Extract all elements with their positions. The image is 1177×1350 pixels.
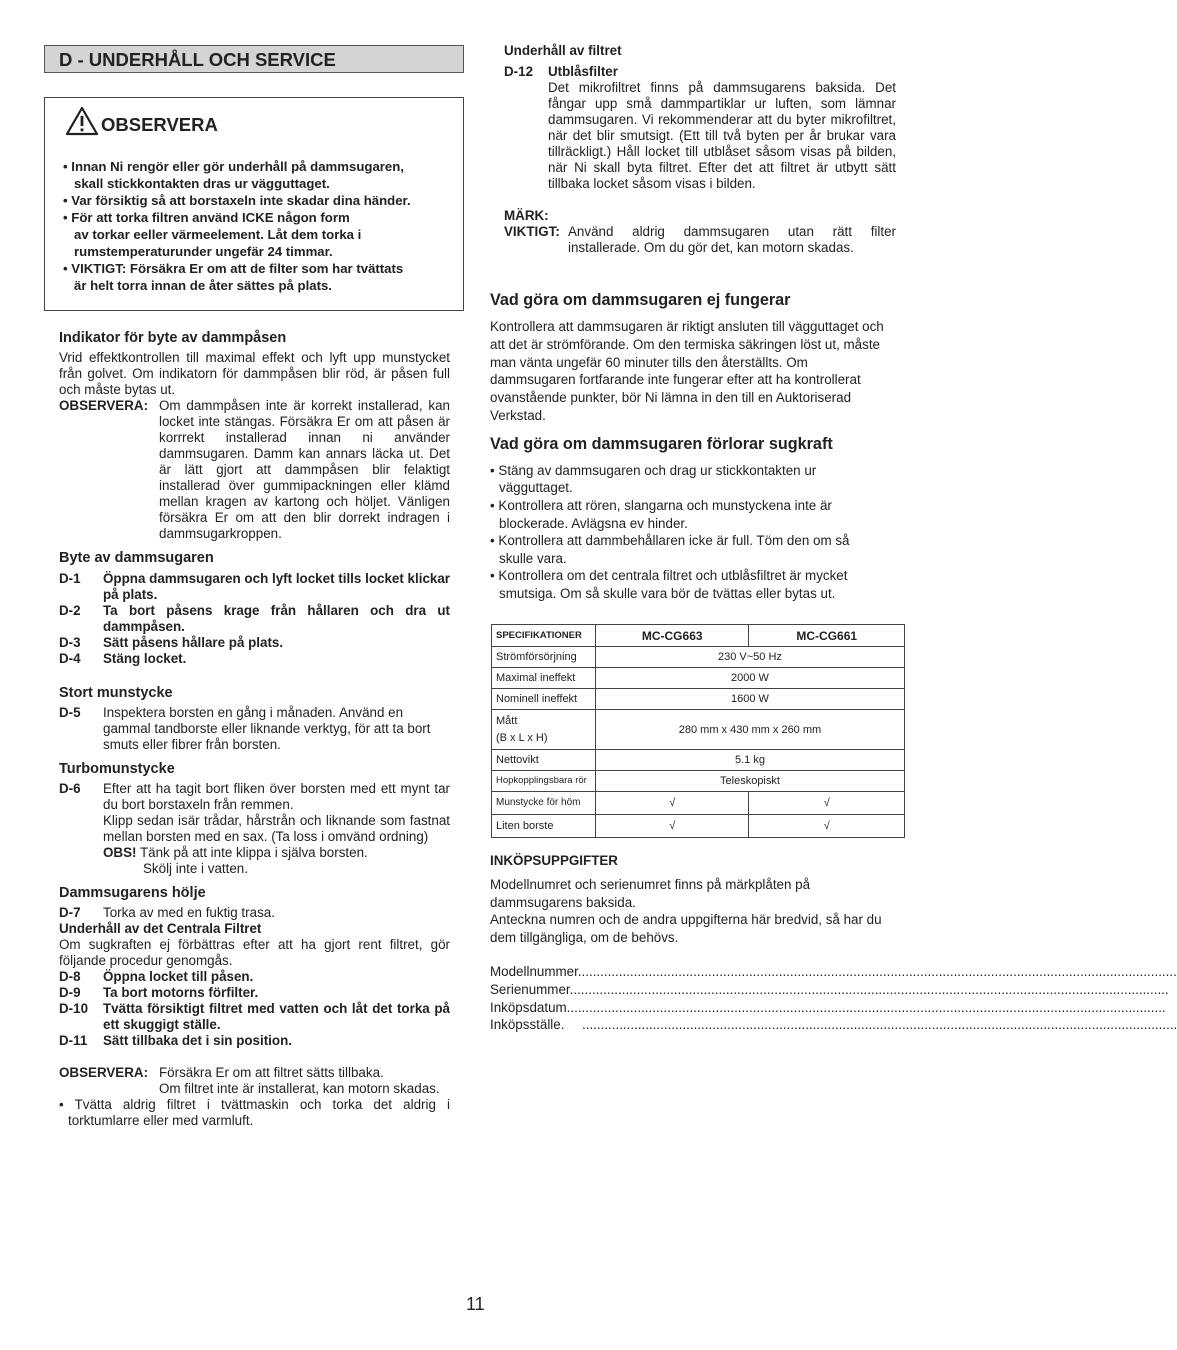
filter-text: Det mikrofiltret finns på dammsugarens baksida. Det fångar upp små dammpartiklar ur luften, som lämnar dammsugaren. Vi rekommenderar att du byter mikrofiltret, när det blir smutsigt. (Ett till två byten per år brukar vara tillräckligt.) Håll locket till utblåset såsom visas på bilden, när Ni skall byta filtret. Efter det att filtret är utbytt sätt tillbaka locket såsom visas i bilden. [548,80,896,191]
not-working-title: Vad göra om dammsugaren ej fungerar [490,291,791,309]
central-filter-steps [59,969,450,1049]
bag-change-title: Byte av dammsugaren [59,550,214,566]
step-item: D-1 Öppna dammsugaren och lyft locket tills locket klickar på plats. [59,571,450,602]
spec-row: Maximal ineffekt 2000 W [492,668,905,689]
suction-item: • Stäng av dammsugaren och drag ur stickkontakten ur vägguttaget. [490,462,817,496]
warning-title-row [65,106,218,136]
purchase-field: Inköpsställe. ................................................................................................................................................................ [490,1017,1177,1033]
turbo-title: Turbomunstycke [59,761,175,777]
step-item: D-3 Sätt påsens hållare på plats. [59,635,284,650]
spec-table [491,624,905,838]
purchase-section [490,853,1177,1034]
purchase-field: Inköpsdatum. ................................................................................................................................................................ [490,999,1166,1015]
casing-note: OBSERVERA: Försäkra Er om att filtret sätts tillbaka. Om filtret inte är installerat, kan motorn skadas. [59,1065,440,1096]
left-column [59,330,450,1129]
filter-section [504,43,896,256]
purchase-field: Modellnummer. ................................................................................................................................................................ [490,964,1177,979]
indicator-text: Vrid effektkontrollen till maximal effekt och lyft upp munstycket från golvet. Om indikatorn för dammpåsen blir röd, är påsen full och måste bytas ut. [59,350,450,397]
indicator-title: Indikator för byte av dammpåsen [59,330,287,346]
step-item: D-8 Öppna locket till påsen. [59,969,254,984]
check-mark: √ [749,815,905,838]
warning-item: • VIKTIGT: Försäkra Er om att de filter som har tvättats är helt torra innan de åter sättes på plats. [63,261,404,293]
warning-item: • För att torka filtren använd ICKE någon form av torkar eeller värmeelement. Låt dem torka i rumstemperaturunder ungefär 24 timmar. [63,210,362,259]
large-nozzle-title: Stort munstycke [59,685,173,701]
check-mark: √ [595,815,749,838]
purchase-field: Serienummer. ................................................................................................................................................................ [490,981,1169,997]
suction-item: • Kontrollera att rören, slangarna och munstyckena inte är blockerade. Avlägsna ev hinder. [490,497,832,531]
step-item: D-4 Stäng locket. [59,651,187,666]
spec-header-row: SPECIFIKATIONER MC-CG663 MC-CG661 [492,625,905,647]
purchase-text-1: Modellnumret och serienumret finns på märkplåten på dammsugarens baksida. [490,877,811,910]
suction-title: Vad göra om dammsugaren förlorar sugkraft [490,434,833,453]
indicator-note: OBSERVERA: Om dammpåsen inte är korrekt installerad, kan locket inte stängas. Försäkra Er om att påsen är korrrekt installerad innan ni använder dammsugaren. Damm kan annars läcka ut. Det är lätt gjort att dammpåsen blir felaktigt installerad över gummipackningen eller klämd mellan kragen av kartong och höljet. Vänligen försäkra Er om att den blir dorrekt indragen i dammsugarkroppen. [59,398,450,541]
suction-item: • Kontrollera om det centrala filtret och utblåsfiltret är mycket smutsiga. Om så skulle vara bör de tvättas eller bytas ut. [490,568,848,601]
spec-row: Strömförsörjning 230 V~50 Hz [492,647,905,668]
check-mark: √ [749,792,905,815]
turbo-step: D-6 Efter att ha tagit bort fliken över borsten med ett mynt tar du bort borstaxeln från remmen. Klipp sedan isär trådar, hårstrån och liknande som fastnat mellan borsten med en sax. (Ta loss i omvänd ordning) OBS! Tänk på att inte klippa i själva borsten. Skölj inte i vatten. [59,781,450,876]
purchase-title: INKÖPSUPPGIFTER [490,853,618,868]
spec-row: Munstycke för höm √ √ [492,792,905,815]
spec-row: Liten borste √ √ [492,815,905,838]
suction-list [490,462,896,603]
warning-list [63,158,458,294]
bag-change-steps [59,571,450,667]
not-working-text: Kontrollera att dammsugaren är riktigt ansluten till vägguttaget och att det är strömförande. Om den termiska säkringen löst ut, måste man vänta ungefär 60 minuter tills den återställts. Om dammsugaren fortfarande inte fungerar efter att ha kontrollerat ovanstående punkter, bör Ni lämna in den till en Auktoriserad Verkstad. [490,319,884,423]
spec-row: Nettovikt 5.1 kg [492,750,905,771]
step-item: D-9 Ta bort motorns förfilter. [59,985,259,1000]
spec-row: Nominell ineffekt 1600 W [492,689,905,710]
filter-title: Underhåll av filtret [504,43,622,58]
viktigt-note: VIKTIGT: Använd aldrig dammsugaren utan rätt filter installerade. Om du gör det, kan motorn skadas. [504,224,896,255]
central-filter-title: Underhåll av det Centrala Filtret [59,921,262,936]
casing-bullet: • Tvätta aldrig filtret i tvättmaskin och torka det aldrig i torktumlarre eller med varmluft. [59,1097,450,1128]
troubleshooting-section [490,292,896,603]
section-heading: D - UNDERHÅLL OCH SERVICE [44,45,464,73]
warning-box [44,97,464,311]
page-number: 11 [466,1294,485,1314]
step-item: D-11 Sätt tillbaka det i sin position. [59,1033,292,1048]
warning-triangle-icon [65,106,99,136]
casing-title: Dammsugarens hölje [59,885,206,901]
filter-subheading: D-12 Utblåsfilter [504,64,618,79]
warning-item: • Var försiktig så att borstaxeln inte skadar dina händer. [63,193,411,208]
casing-step: D-7 Torka av med en fuktig trasa. [59,905,275,920]
note-label: MÄRK: [504,208,549,223]
suction-item: • Kontrollera att dammbehållaren icke är full. Töm den om så skulle vara. [490,533,850,566]
check-mark: √ [595,792,749,815]
large-nozzle-step: D-5 Inspektera borsten en gång i månaden. Använd en gammal tandborste eller liknande verktyg, för att ta bort smuts eller fibrer från borsten. [59,705,431,752]
warning-title: OBSERVERA [101,114,218,135]
warning-item: • Innan Ni rengör eller gör underhåll på dammsugaren, skall stickkontakten dras ur vägguttaget. [63,159,404,191]
purchase-fields [490,963,1177,1034]
spec-row: Hopkopplingsbara rör Teleskopiskt [492,771,905,792]
central-filter-text: Om sugkraften ej förbättras efter att ha gjort rent filtret, gör följande procedur genomgås. [59,937,450,968]
turbo-obs: OBS! Tänk på att inte klippa i själva borsten. [103,845,368,860]
spec-row: Mått (B x L x H) 280 mm x 430 mm x 260 mm [492,710,905,750]
step-item: D-2 Ta bort påsens krage från hållaren och dra ut dammpåsen. [59,603,450,634]
step-item: D-10 Tvätta försiktigt filtret med vatten och låt det torka på ett skuggigt ställe. [59,1001,450,1032]
purchase-text-2: Anteckna numren och de andra uppgifterna här bredvid, så har du dem tillgängliga, om de behövs. [490,912,882,945]
